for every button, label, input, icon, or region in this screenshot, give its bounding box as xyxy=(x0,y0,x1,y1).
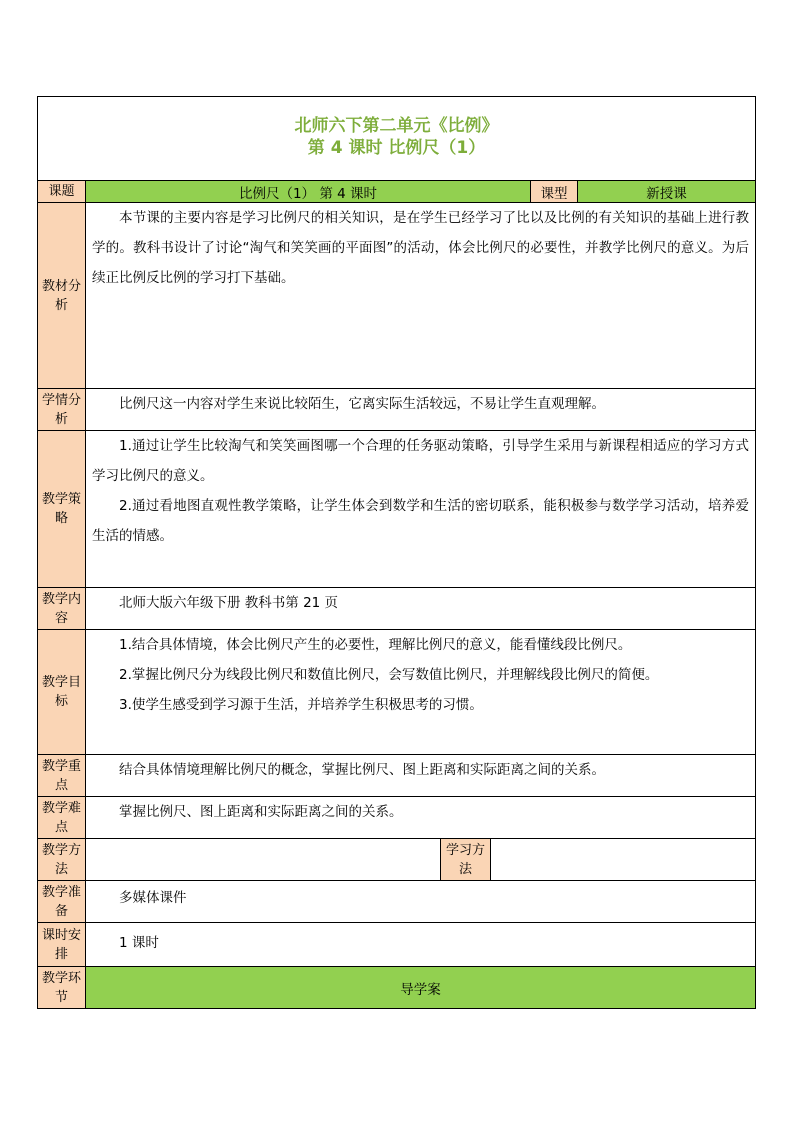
key-points-content xyxy=(86,755,755,796)
study-method-label: 学习方法 xyxy=(441,839,491,880)
topic-label: 课题 xyxy=(38,181,86,202)
goals-label: 教学目标 xyxy=(38,630,86,754)
title-line-1: 北师六下第二单元《比例》 xyxy=(294,116,499,136)
study-method-value xyxy=(491,839,755,880)
difficulties-row xyxy=(38,797,755,839)
schedule-content xyxy=(86,923,755,966)
key-points-label: 教学重点 xyxy=(38,755,86,796)
teaching-method-label: 教学方法 xyxy=(38,839,86,880)
process-value: 导学案 xyxy=(86,967,755,1008)
key-points-row xyxy=(38,755,755,797)
key-points-text: 结合具体情境理解比例尺的概念，掌握比例尺、图上距离和实际距离之间的关系。 xyxy=(119,762,605,778)
lesson-type-label: 课型 xyxy=(531,181,578,202)
goal-item: 2.掌握比例尺分为线段比例尺和数值比例尺，会写数值比例尺，并理解线段比例尺的简便。 xyxy=(119,667,659,683)
content-text: 北师大版六年级下册 教科书第 21 页 xyxy=(119,595,339,611)
preparation-text: 多媒体课件 xyxy=(119,890,187,906)
content-content xyxy=(86,588,755,629)
strategy-item: 2.通过看地图直观性教学策略，让学生体会到数学和生活的密切联系，能积极参与数学学习活动，培养爱生活的情感。 xyxy=(92,498,749,544)
textbook-analysis-text: 本节课的主要内容是学习比例尺的相关知识，是在学生已经学习了比以及比例的有关知识的基础上进行教学的。教科书设计了讨论“淘气和笑笑画的平面图”的活动，体会比例尺的必要性，并教学比例尺的意义。为后续正比例反比例的学习打下基础。 xyxy=(92,210,749,286)
goal-item: 1.结合具体情境，体会比例尺产生的必要性，理解比例尺的意义，能看懂线段比例尺。 xyxy=(119,637,632,653)
goals-row xyxy=(38,630,755,755)
strategy-content xyxy=(86,431,755,587)
student-analysis-text: 比例尺这一内容对学生来说比较陌生，它离实际生活较远，不易让学生直观理解。 xyxy=(119,396,605,412)
strategy-item: 1.通过让学生比较淘气和笑笑画图哪一个合理的任务驱动策略，引导学生采用与新课程相适应的学习方式学习比例尺的意义。 xyxy=(92,438,749,484)
lesson-type-value: 新授课 xyxy=(578,181,755,202)
topic-row xyxy=(38,181,755,203)
textbook-analysis-row xyxy=(38,203,755,389)
lesson-plan-table xyxy=(37,96,756,1009)
student-analysis-label: 学情分析 xyxy=(38,389,86,430)
process-row xyxy=(38,967,755,1008)
schedule-text: 1 课时 xyxy=(119,935,159,951)
textbook-analysis-content xyxy=(86,203,755,388)
teaching-method-value xyxy=(86,839,441,880)
process-label: 教学环节 xyxy=(38,967,86,1008)
content-row xyxy=(38,588,755,630)
schedule-label: 课时安排 xyxy=(38,923,86,966)
strategy-label: 教学策略 xyxy=(38,431,86,587)
methods-row xyxy=(38,839,755,881)
student-analysis-content xyxy=(86,389,755,430)
preparation-label: 教学准备 xyxy=(38,881,86,922)
textbook-analysis-label: 教材分析 xyxy=(38,203,86,388)
preparation-row xyxy=(38,881,755,923)
schedule-row xyxy=(38,923,755,967)
title-line-2: 第 4 课时 比例尺（1） xyxy=(307,138,486,158)
difficulties-label: 教学难点 xyxy=(38,797,86,838)
goal-item: 3.使学生感受到学习源于生活，并培养学生积极思考的习惯。 xyxy=(119,697,483,713)
difficulties-content xyxy=(86,797,755,838)
strategy-row xyxy=(38,431,755,588)
student-analysis-row xyxy=(38,389,755,431)
goals-content xyxy=(86,630,755,754)
topic-value: 比例尺（1） 第 4 课时 xyxy=(86,181,531,202)
preparation-content xyxy=(86,881,755,922)
content-label: 教学内容 xyxy=(38,588,86,629)
difficulties-text: 掌握比例尺、图上距离和实际距离之间的关系。 xyxy=(119,804,403,820)
document-title xyxy=(38,97,755,181)
